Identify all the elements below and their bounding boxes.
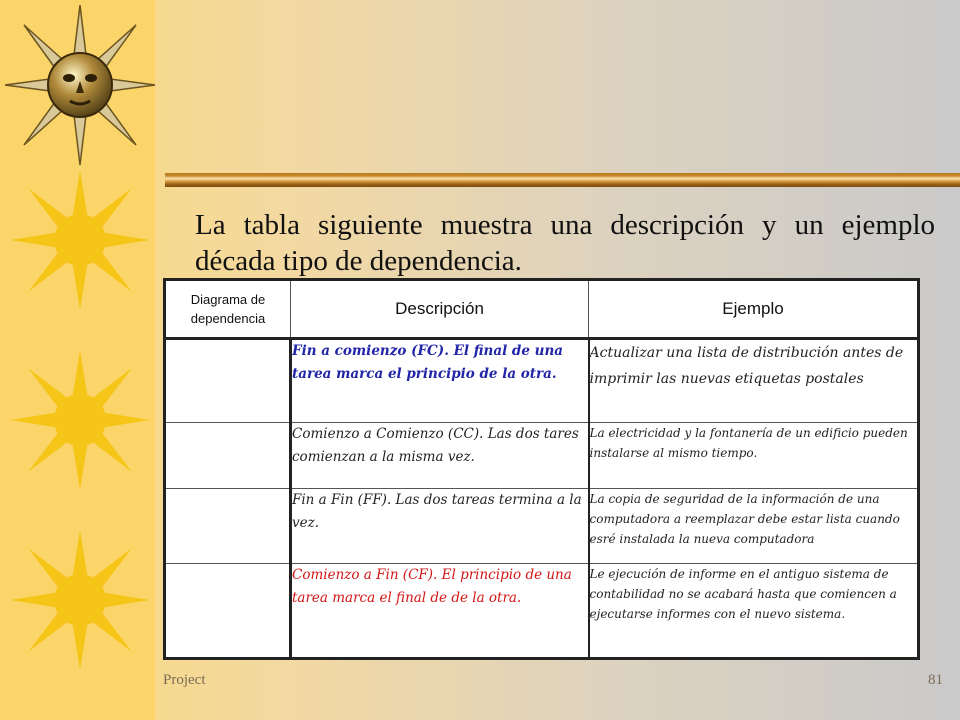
header-diagrama: Diagrama de dependencia	[165, 280, 291, 339]
table-header-row	[165, 280, 919, 339]
slide-title: La tabla siguiente muestra una descripción y un ejemplo década tipo de dependencia.	[195, 209, 935, 277]
sun-icon	[10, 350, 150, 490]
sun-decorations	[0, 0, 160, 720]
dependency-table	[163, 278, 920, 660]
description-cell: Fin a comienzo (FC). El final de una tarea marca el principio de la otra.	[291, 339, 589, 423]
table-row	[165, 423, 919, 489]
table-row	[165, 489, 919, 564]
header-ejemplo: Ejemplo	[589, 280, 919, 339]
page-number: 81	[928, 672, 943, 688]
diagram-cell	[165, 489, 291, 564]
sun-icon	[10, 170, 150, 310]
sun-face-icon	[5, 5, 155, 165]
example-cell: La electricidad y la fontanería de un edificio pueden instalarse al mismo tiempo.	[589, 423, 919, 489]
footer-project-label: Project	[163, 672, 206, 688]
description-cell: Comienzo a Comienzo (CC). Las dos tares comienzan a la misma vez.	[291, 423, 589, 489]
header-descripcion: Descripción	[291, 280, 589, 339]
example-cell: La copia de seguridad de la información de una computadora a reemplazar debe estar lista cuando esré instalada la nueva computadora	[589, 489, 919, 564]
diagram-cell	[165, 564, 291, 659]
diagram-cell	[165, 339, 291, 423]
example-cell: Actualizar una lista de distribución antes de imprimir las nuevas etiquetas postales	[589, 339, 919, 423]
description-cell: Comienzo a Fin (CF). El principio de una tarea marca el final de de la otra.	[291, 564, 589, 659]
title-divider	[165, 173, 960, 187]
example-cell: Le ejecución de informe en el antiguo sistema de contabilidad no se acabará hasta que comiencen a ejecutarse informes con el nuevo sistema.	[589, 564, 919, 659]
table-row	[165, 339, 919, 423]
diagram-cell	[165, 423, 291, 489]
description-cell: Fin a Fin (FF). Las dos tareas termina a la vez.	[291, 489, 589, 564]
sun-icon	[10, 530, 150, 670]
table-row	[165, 564, 919, 659]
